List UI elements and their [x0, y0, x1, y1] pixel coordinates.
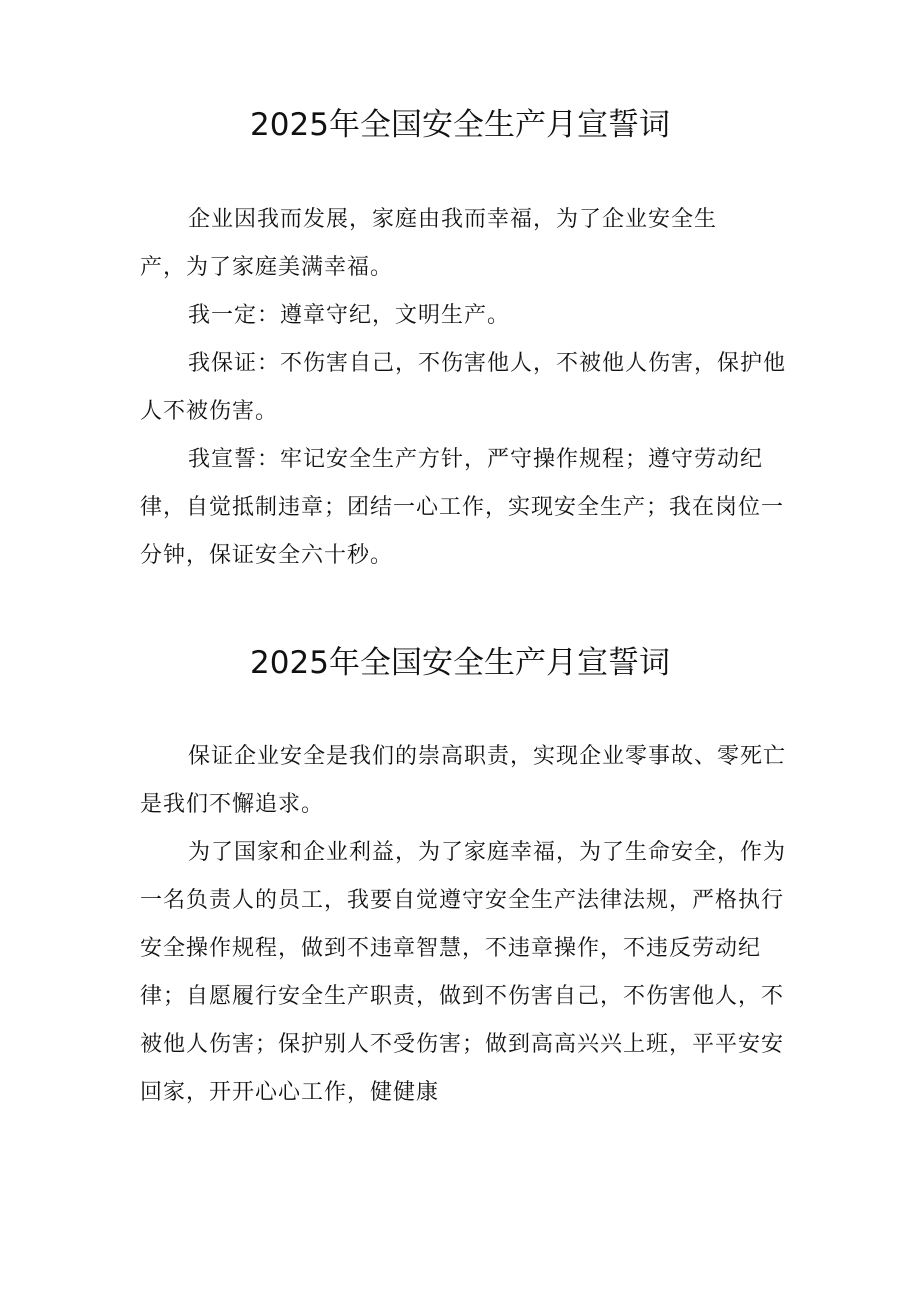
section-1-paragraph-1: 企业因我而发展，家庭由我而幸福，为了企业安全生产，为了家庭美满幸福。	[140, 207, 718, 280]
section-1-title: 2025年全国安全生产月宣誓词	[250, 107, 670, 143]
section-2-paragraph-1: 保证企业安全是我们的崇高职责，实现企业零事故、零死亡是我们不懈追求。	[140, 744, 787, 817]
section-1-paragraph-4: 我宣誓：牢记安全生产方针，严守操作规程；遵守劳动纪律，自觉抵制违章；团结一心工作，实现安全生产；我在岗位一分钟，保证安全六十秒。	[140, 447, 785, 568]
section-1-paragraph-3: 我保证：不伤害自己，不伤害他人，不被他人伤害，保护他人不被伤害。	[140, 351, 787, 424]
section-1-paragraph-2: 我一定：遵章守纪，文明生产。	[188, 303, 511, 328]
section-2-title: 2025年全国安全生产月宣誓词	[250, 645, 670, 681]
section-2-paragraph-2: 为了国家和企业利益，为了家庭幸福，为了生命安全，作为一名负责人的员工，我要自觉遵守安全生产法律法规，严格执行安全操作规程，做到不违章智慧，不违章操作，不违反劳动纪律；自愿履行安全生产职责，做到不伤害自己，不伤害他人，不被他人伤害；保护别人不受伤害；做到高高兴兴上班，平平安安回家，开开心心工作，健健康	[140, 840, 787, 1105]
